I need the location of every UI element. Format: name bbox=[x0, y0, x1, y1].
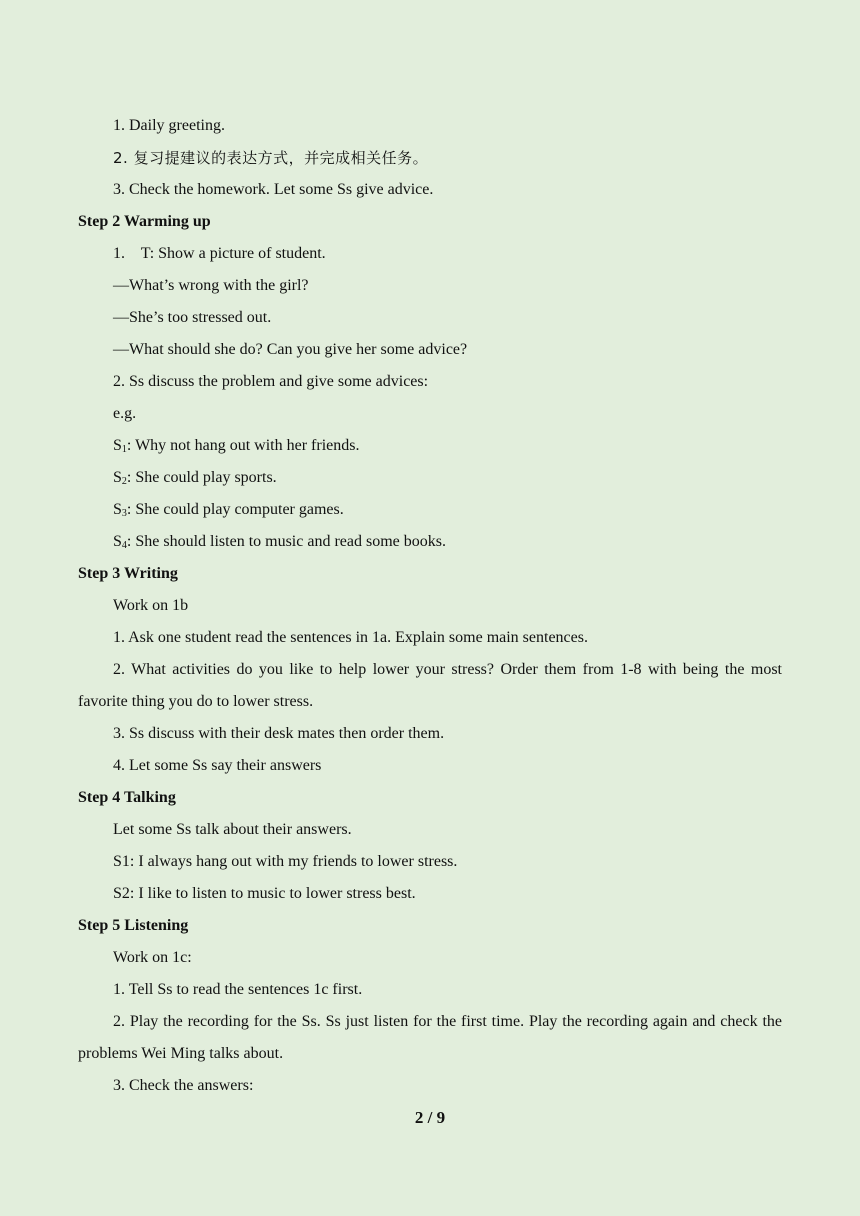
text-line: —What’s wrong with the girl? bbox=[113, 277, 309, 294]
text-line: 4. Let some Ss say their answers bbox=[113, 757, 322, 774]
text-line: 2. 复习提建议的表达方式，并完成相关任务。 bbox=[113, 149, 429, 167]
text-line: 3. Ss discuss with their desk mates then order them. bbox=[113, 725, 445, 742]
paragraph: 2. What activities do you like to help lower your stress? Order them from 1-8 with being the most favorite thing you do to lower stress. bbox=[78, 661, 782, 710]
text-line: 3. Check the homework. Let some Ss give advice. bbox=[113, 181, 434, 198]
section-heading: Step 2 Warming up bbox=[78, 213, 211, 230]
student-line bbox=[78, 430, 782, 462]
text-line: S2: I like to listen to music to lower stress best. bbox=[113, 885, 416, 902]
text-line: Let some Ss talk about their answers. bbox=[113, 821, 352, 838]
speaker-subscript: 3 bbox=[121, 508, 127, 519]
text-line: 2. Ss discuss the problem and give some advices: bbox=[113, 373, 429, 390]
student-line bbox=[78, 526, 782, 558]
student-line bbox=[78, 494, 782, 526]
speaker-subscript: 1 bbox=[121, 444, 127, 455]
text-line: —She’s too stressed out. bbox=[113, 309, 272, 326]
text-line: S1: I always hang out with my friends to lower stress. bbox=[113, 853, 458, 870]
section-heading: Step 4 Talking bbox=[78, 789, 176, 806]
text-line: 1. Daily greeting. bbox=[113, 117, 225, 134]
speaker-label: S bbox=[113, 469, 122, 486]
speaker-label: S bbox=[113, 437, 122, 454]
document-body bbox=[78, 110, 782, 1102]
page-number: 2 / 9 bbox=[414, 1108, 446, 1127]
speaker-subscript: 4 bbox=[121, 540, 127, 551]
text-line: Work on 1c: bbox=[113, 949, 192, 966]
speaker-text: : She should listen to music and read some books. bbox=[126, 533, 446, 550]
text-line: 1. Tell Ss to read the sentences 1c first. bbox=[113, 981, 363, 998]
text-line: 1. T: Show a picture of student. bbox=[113, 245, 326, 262]
speaker-text: : She could play computer games. bbox=[126, 501, 344, 518]
section-heading: Step 5 Listening bbox=[78, 917, 189, 934]
text-line: 1. Ask one student read the sentences in 1a. Explain some main sentences. bbox=[113, 629, 588, 646]
speaker-text: : Why not hang out with her friends. bbox=[126, 437, 360, 454]
text-line: Work on 1b bbox=[113, 597, 189, 614]
student-line bbox=[78, 462, 782, 494]
text-line: 3. Check the answers: bbox=[113, 1077, 254, 1094]
text-line: e.g. bbox=[113, 405, 137, 422]
text-line: —What should she do? Can you give her some advice? bbox=[113, 341, 468, 358]
speaker-text: : She could play sports. bbox=[126, 469, 277, 486]
speaker-label: S bbox=[113, 533, 122, 550]
section-heading: Step 3 Writing bbox=[78, 565, 178, 582]
speaker-label: S bbox=[113, 501, 122, 518]
speaker-subscript: 2 bbox=[121, 476, 127, 487]
paragraph: 2. Play the recording for the Ss. Ss just listen for the first time. Play the recording again and check the problems Wei Ming talks about. bbox=[78, 1013, 782, 1062]
